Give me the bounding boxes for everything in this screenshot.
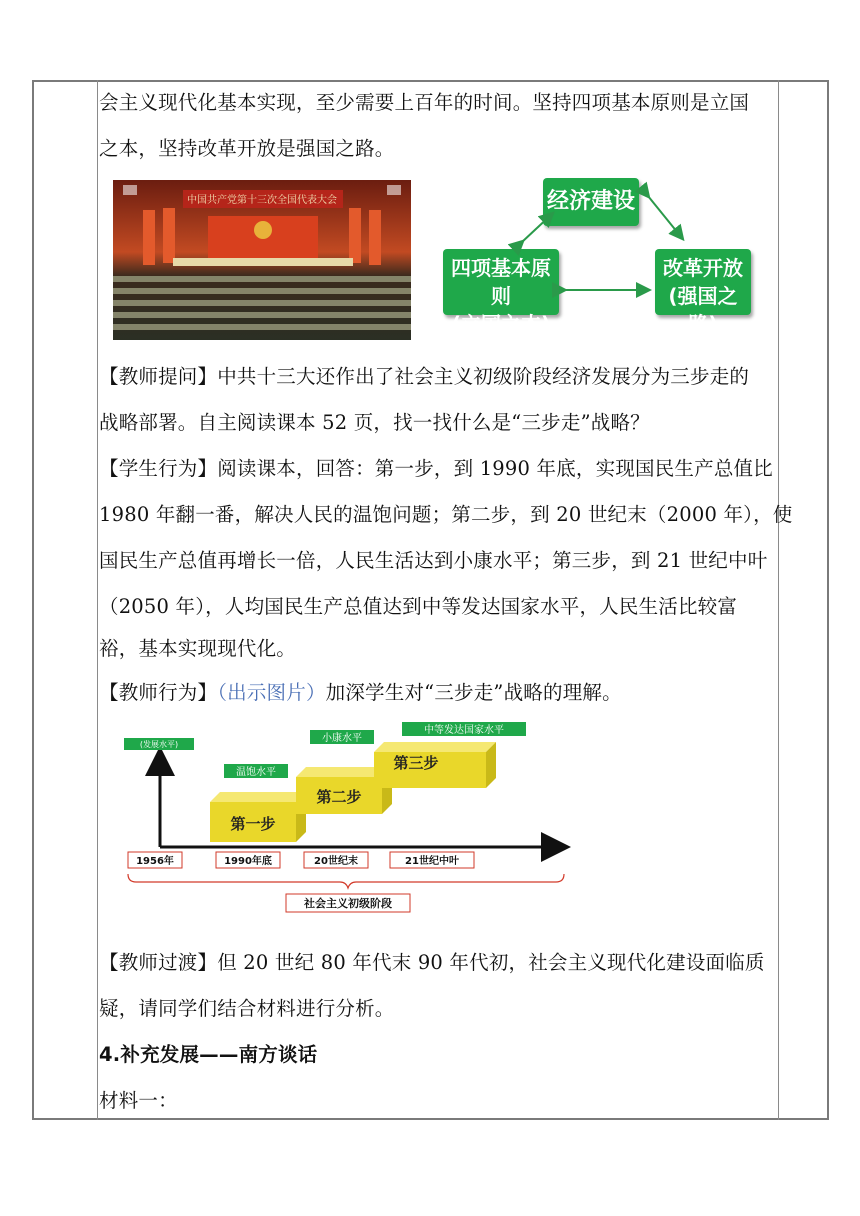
paragraph-line: 国民生产总值再增长一倍，人民生活达到小康水平；第三步，到 21 世纪中叶 [99, 549, 768, 572]
diagram-box-sublabel: (强国之路) [668, 284, 738, 336]
section-heading: 4.补充发展——南方谈话 [99, 1043, 318, 1066]
paragraph-line [99, 946, 765, 979]
paragraph-text: 阅读课本，回答：第一步，到 1990 年底，实现国民生产总值比 [217, 457, 773, 480]
paragraph-text: 中共十三大还作出了社会主义初级阶段经济发展分为三步走的 [217, 365, 750, 388]
x-tick-label: 21世纪中叶 [405, 856, 459, 867]
teacher-transition-tag: 【教师过渡】 [99, 951, 218, 974]
x-tick-label: 1956年 [136, 856, 174, 867]
table-column-divider-right [778, 80, 779, 1120]
stage-brace [128, 874, 564, 888]
diagram-box-label: 四项基本原则 [451, 256, 551, 308]
step-1-label: 第一步 [230, 815, 276, 833]
diagram-arrows [440, 172, 760, 312]
photo-banner: 中国共产党第十三次全国代表大会 [187, 195, 337, 206]
diagram-box-label: 改革开放 [663, 256, 743, 280]
x-tick-label: 20世纪末 [314, 856, 358, 867]
material-label: 材料一： [99, 1089, 178, 1112]
paragraph-line: 疑，请同学们结合材料进行分析。 [99, 997, 395, 1020]
level-1-label: 温饱水平 [236, 767, 276, 778]
diagram-box-label: 经济建设 [546, 189, 635, 214]
level-3-label: 中等发达国家水平 [424, 725, 504, 736]
paragraph-line: 裕，基本实现现代化。 [99, 637, 297, 660]
paragraph-line: （2050 年），人均国民生产总值达到中等发达国家水平，人民生活比较富 [99, 595, 738, 618]
show-picture-note: （出示图片） [217, 681, 326, 704]
paragraph-text: 加深学生对“三步走”战略的理解。 [325, 681, 622, 704]
paragraph-line [99, 452, 773, 485]
x-tick-label: 1990年底 [224, 856, 272, 867]
step-2-label: 第二步 [316, 788, 362, 806]
paragraph-line: 会主义现代化基本实现，至少需要上百年的时间。坚持四项基本原则是立国 [99, 91, 750, 114]
paragraph-line: 战略部署。自主阅读课本 52 页，找一找什么是“三步走”战略？ [99, 411, 650, 434]
teacher-behavior-tag: 【教师行为】 [99, 681, 218, 704]
stage-label: 社会主义初级阶段 [304, 897, 392, 910]
table-column-divider-left [97, 80, 98, 1120]
diagram-box-sublabel: (立国之本) [451, 312, 551, 336]
paragraph-line: 1980 年翻一番，解决人民的温饱问题；第二步，到 20 世纪末（2000 年），使 [99, 503, 793, 526]
y-axis-label: (发展水平) [139, 740, 179, 749]
step-3-label: 第三步 [393, 754, 439, 772]
student-behavior-tag: 【学生行为】 [99, 457, 218, 480]
level-2-label: 小康水平 [322, 733, 362, 744]
paragraph-line [99, 360, 749, 393]
paragraph-text: 但 20 世纪 80 年代末 90 年代初，社会主义现代化建设面临质 [217, 951, 765, 974]
three-step-diagram [110, 712, 580, 917]
congress-photo [113, 180, 411, 340]
teacher-question-tag: 【教师提问】 [99, 365, 218, 388]
paragraph-line [99, 676, 622, 709]
paragraph-line: 之本，坚持改革开放是强国之路。 [99, 137, 395, 160]
